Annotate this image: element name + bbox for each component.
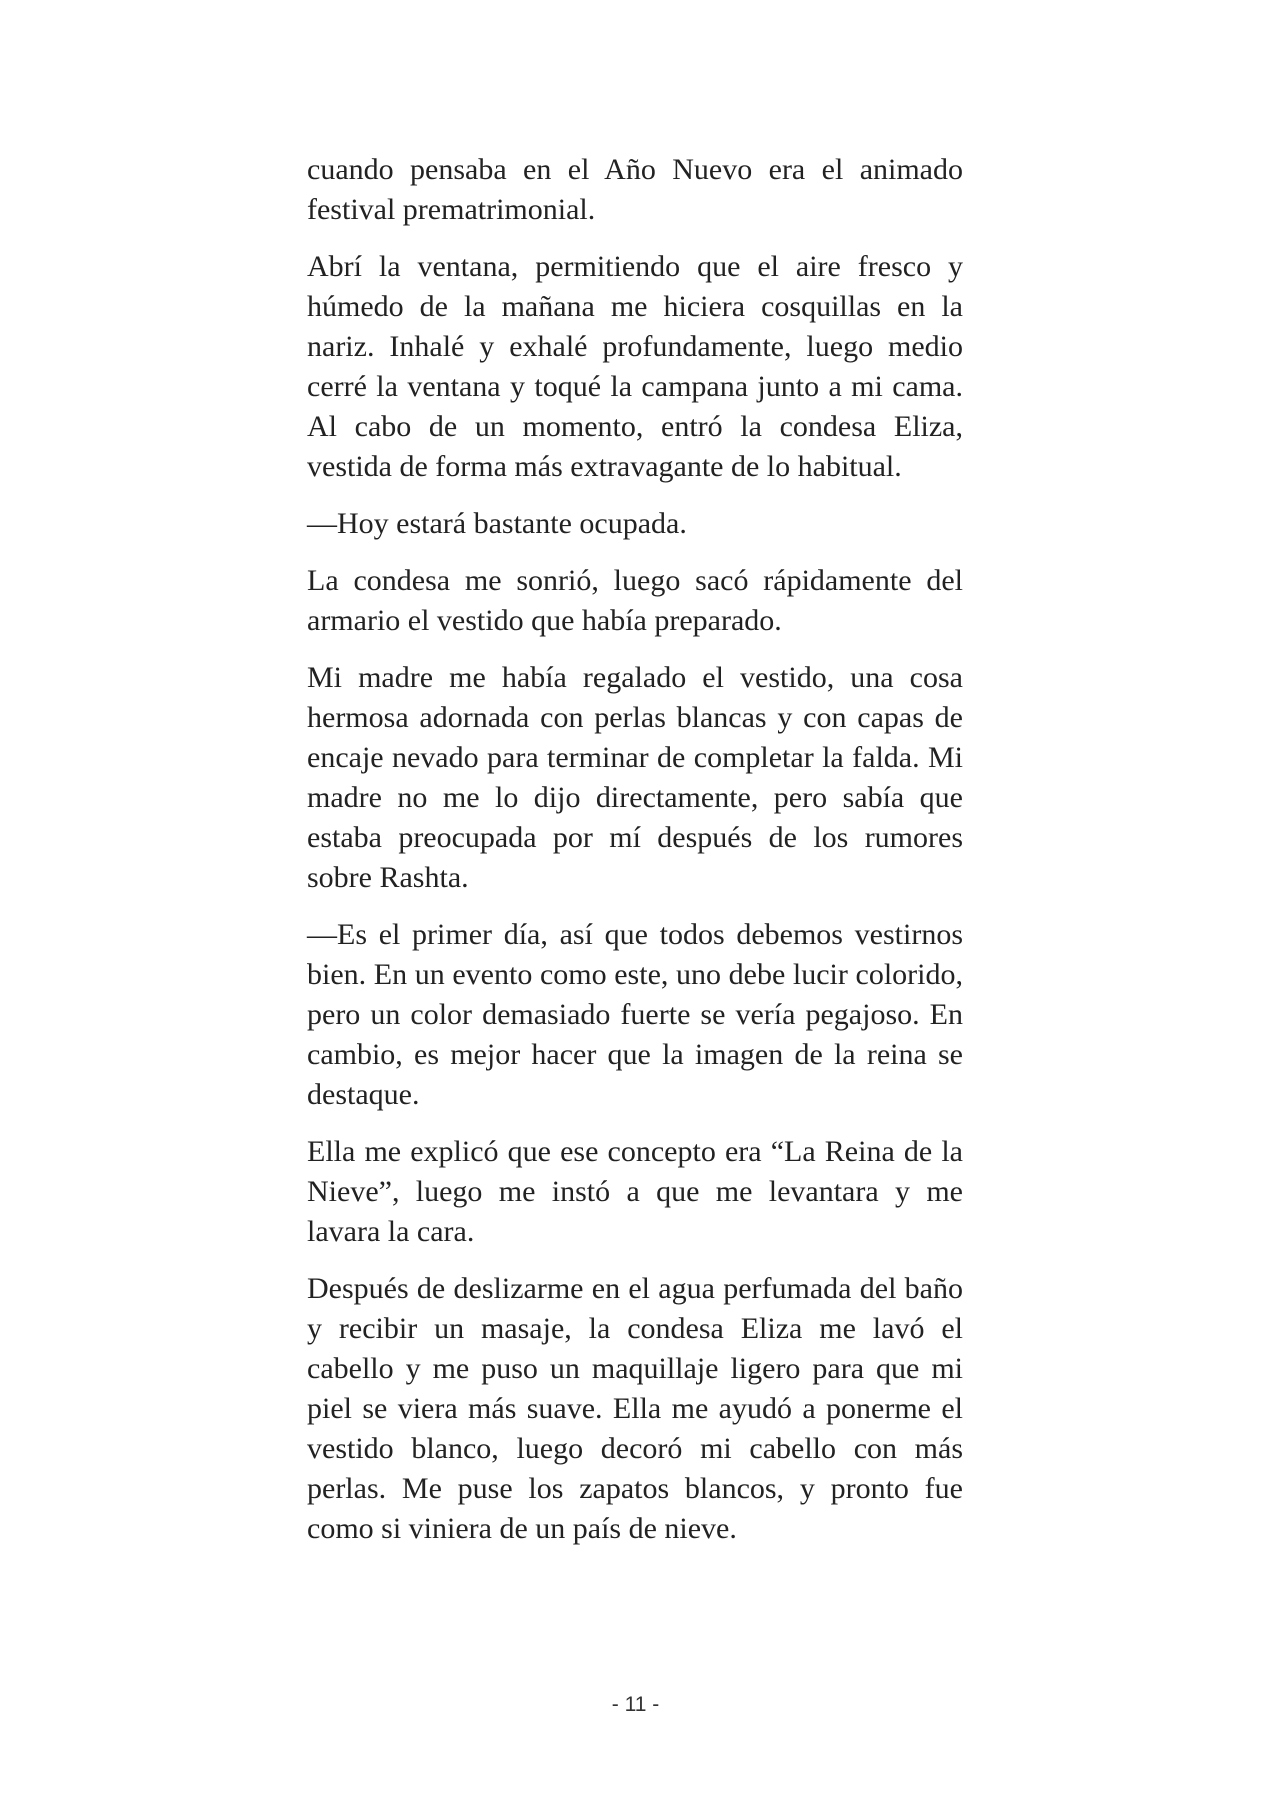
paragraph: Abrí la ventana, permitiendo que el aire fresco y húmedo de la mañana me hiciera cosquillas en la nariz. Inhalé y exhalé profundamente, luego medio cerré la ventana y toqué la campana junto a mi cama. Al cabo de un momento, entró la condesa Eliza, vestida de forma más extravagante de lo habitual. xyxy=(307,250,963,483)
paragraph: cuando pensaba en el Año Nuevo era el animado festival prematrimonial. xyxy=(307,153,963,226)
body-text xyxy=(307,150,963,1566)
page-number: - 11 - xyxy=(611,1693,660,1716)
paragraph: Ella me explicó que ese concepto era “La Reina de la Nieve”, luego me instó a que me levantara y me lavara la cara. xyxy=(307,1135,963,1248)
dialogue-paragraph: —Es el primer día, así que todos debemos vestirnos bien. En un evento como este, uno debe lucir colorido, pero un color demasiado fuerte se vería pegajoso. En cambio, es mejor hacer que la imagen de la reina se destaque. xyxy=(307,918,963,1111)
paragraph: La condesa me sonrió, luego sacó rápidamente del armario el vestido que había preparado. xyxy=(307,564,963,637)
dialogue-paragraph: —Hoy estará bastante ocupada. xyxy=(307,507,687,540)
paragraph: Mi madre me había regalado el vestido, una cosa hermosa adornada con perlas blancas y con capas de encaje nevado para terminar de completar la falda. Mi madre no me lo dijo directamente, pero sabía que estaba preocupada por mí después de los rumores sobre Rashta. xyxy=(307,661,963,894)
paragraph: Después de deslizarme en el agua perfumada del baño y recibir un masaje, la condesa Eliza me lavó el cabello y me puso un maquillaje ligero para que mi piel se viera más suave. Ella me ayudó a ponerme el vestido blanco, luego decoró mi cabello con más perlas. Me puse los zapatos blancos, y pronto fue como si viniera de un país de nieve. xyxy=(307,1272,963,1545)
